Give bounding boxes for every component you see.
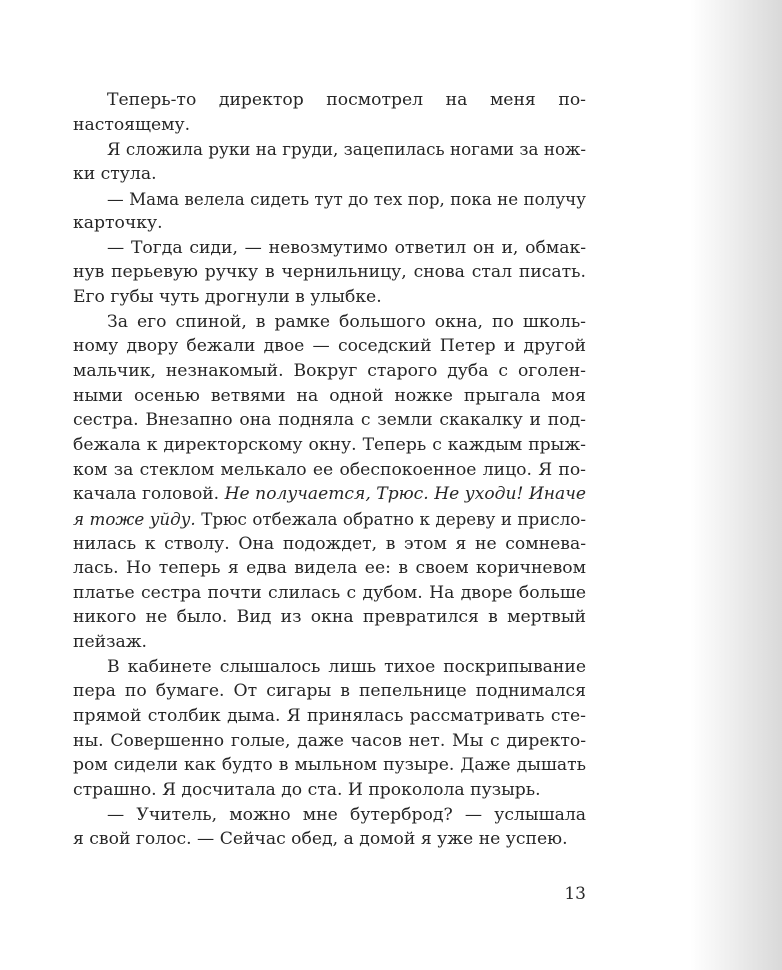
text-line: — Учитель, можно мне бутерброд? — услышала	[107, 804, 586, 825]
text-line: я свой голос. — Сейчас обед, а домой я уже не успею.	[73, 829, 568, 850]
text-line: настоящему.	[73, 114, 191, 135]
italic-inner-speech: я тоже уйду.	[73, 508, 196, 529]
text-line: лась. Но теперь я едва видела ее: в своем коричневом	[73, 558, 586, 579]
text-line: Его губы чуть дрогнули в улыбке.	[73, 287, 382, 308]
text-line: сестра. Внезапно она подняла с земли скакалку и под-	[73, 410, 586, 431]
paragraph	[73, 137, 586, 186]
paragraph	[73, 187, 586, 236]
italic-inner-speech: Не получается, Трюс. Не уходи! Иначе	[224, 484, 586, 505]
text-line: ки стула.	[73, 163, 157, 184]
paragraph	[73, 88, 586, 137]
text-line: ны. Совершенно голые, даже часов нет. Мы с директо-	[73, 730, 586, 751]
text-segment: Трюс отбежала обратно к дереву и присло-	[195, 508, 586, 529]
text-line: нув перьевую ручку в чернильницу, снова стал писать.	[73, 262, 586, 283]
text-line: платье сестра почти слилась с дубом. На дворе больше	[73, 582, 586, 603]
text-line: пейзаж.	[73, 632, 147, 653]
text-line: страшно. Я досчитала до ста. И проколола пузырь.	[73, 779, 541, 800]
text-line: бежала к директорскому окну. Теперь с каждым прыж-	[73, 434, 586, 455]
text-line: — Мама велела сидеть тут до тех пор, пока не получу	[107, 188, 586, 209]
text-line: нилась к стволу. Она подождет, в этом я не сомнева-	[73, 533, 586, 554]
text-line: — Тогда сиди, — невозмутимо ответил он и, обмак-	[107, 237, 586, 258]
text-line-mixed	[73, 507, 586, 532]
text-line: В кабинете слышалось лишь тихое поскрипывание	[107, 656, 586, 677]
page-number: 13	[564, 884, 586, 904]
text-line: ком за стеклом мелькало ее обеспокоенное лицо. Я по-	[73, 459, 586, 480]
paragraph	[73, 655, 586, 803]
text-line: прямой столбик дыма. Я принялась рассматривать сте-	[73, 706, 586, 727]
text-line: Теперь-то директор посмотрел на меня по-	[107, 90, 586, 110]
text-line: никого не было. Вид из окна превратился в мертвый	[73, 607, 586, 628]
text-line: ными осенью ветвями на одной ножке прыгала моя	[73, 385, 586, 406]
text-line: ному двору бежали двое — соседский Петер и другой	[73, 336, 586, 357]
body-text	[73, 88, 586, 852]
text-line: карточку.	[73, 213, 163, 234]
text-line: За его спиной, в рамке большого окна, по школь-	[107, 311, 586, 332]
text-line: Я сложила руки на груди, зацепилась ногами за нож-	[107, 139, 586, 160]
text-line: мальчик, незнакомый. Вокруг старого дуба с оголен-	[73, 361, 586, 382]
text-line: пера по бумаге. От сигары в пепельнице поднимался	[73, 681, 586, 702]
text-line: ром сидели как будто в мыльном пузыре. Даже дышать	[73, 755, 586, 776]
paragraph	[73, 803, 586, 852]
text-segment: качала головой.	[73, 484, 225, 505]
paragraph	[73, 236, 586, 310]
text-line-mixed	[73, 482, 586, 507]
paragraph	[73, 310, 586, 655]
